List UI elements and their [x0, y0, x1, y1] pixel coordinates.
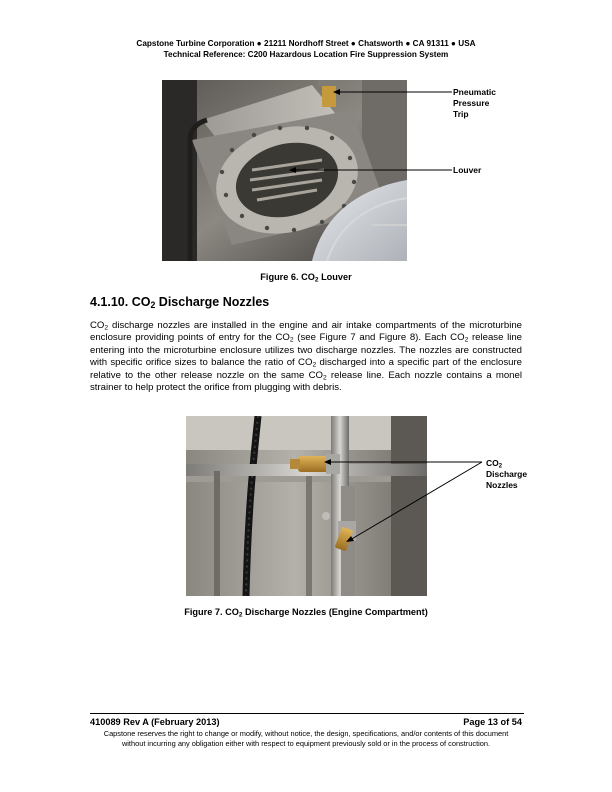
- figure-7-photo: [186, 416, 427, 596]
- callout-co2-discharge-nozzles: $CO_2$ Discharge Nozzles: [486, 458, 528, 490]
- figure-7-caption: Figure 7. $CO_2$ Discharge Nozzles (Engine Compartment): [184, 607, 428, 619]
- section-heading: 4.1.10. $CO_2$ Discharge Nozzles: [90, 295, 270, 311]
- footer-document-id: 410089 Rev A (February 2013): [90, 717, 220, 727]
- callout-pneumatic-pressure-trip: Pneumatic Pressure Trip: [453, 87, 496, 119]
- section-paragraph: $CO_2$ discharge nozzles are installed in the engine and air intake compartments of the microturbine enclosure providing points of entry for the $CO_2$ (see Figure 7 and Figure 8). Each $CO_2$ release line entering into the microturbine enclosure utilizes two discharge nozzles. The nozzles are constructed with specific orifice sizes to balance the ratio of $CO_2$ discharged into a specific part of the enclosure relative to the other release nozzle on the same $CO_2$ release line. Each nozzle contains a monel strainer to help protect the orifice from plugging with debris.: [90, 320, 523, 394]
- footer-page-number: Page 13 of 54: [463, 717, 522, 727]
- header-document-title: Technical Reference: C200 Hazardous Location Fire Suppression System: [163, 50, 449, 59]
- footer-rule: [90, 713, 524, 714]
- footer-disclaimer: Capstone reserves the right to change or modify, without notice, the design, specifications, and/or contents of this document without incurring any obligation either with respect to equipment previously sold or in the process of construction.: [103, 729, 509, 748]
- callout-louver: Louver: [453, 165, 482, 175]
- figure-6-photo: [162, 80, 407, 261]
- header-address: Capstone Turbine Corporation ● 21211 Nordhoff Street ● Chatsworth ● CA 91311 ● USA: [136, 39, 476, 48]
- figure-6-caption: Figure 6. $CO_2$ Louver: [260, 272, 352, 284]
